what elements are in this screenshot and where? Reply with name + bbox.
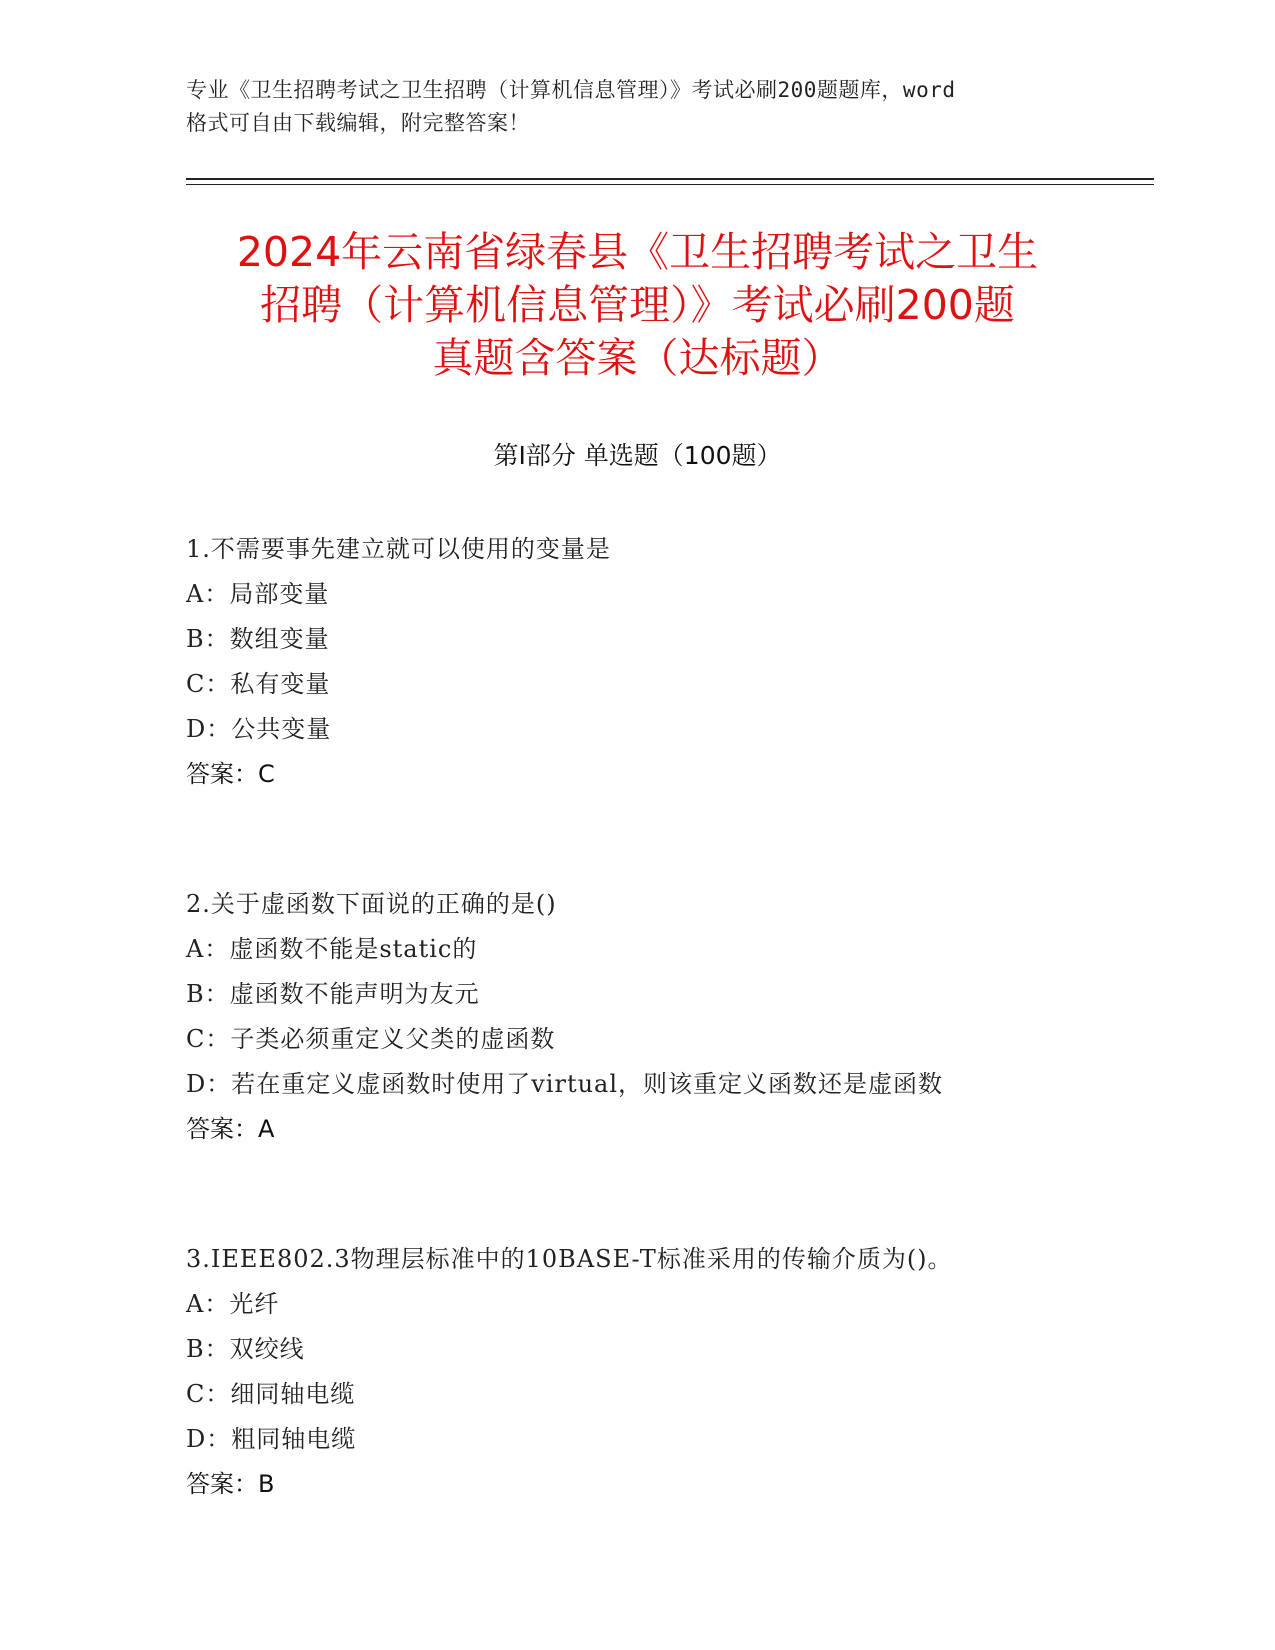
option-d: D：公共变量: [186, 715, 332, 743]
answer-key: 答案：C: [186, 760, 275, 788]
header-divider-thin: [186, 184, 1154, 185]
question-list: [186, 527, 1146, 1507]
option-b: B：虚函数不能声明为友元: [186, 980, 480, 1008]
question-item: [186, 1237, 1146, 1507]
option-a: A：光纤: [186, 1290, 280, 1318]
question-spacer: [186, 1152, 1146, 1237]
answer-key: 答案：A: [186, 1115, 275, 1143]
question-stem: 3.IEEE802.3物理层标准中的10BASE-T标准采用的传输介质为()。: [186, 1245, 953, 1273]
option-c: C：细同轴电缆: [186, 1380, 356, 1408]
question-stem: 1.不需要事先建立就可以使用的变量是: [186, 535, 611, 563]
option-d: D：粗同轴电缆: [186, 1425, 357, 1453]
option-c: C：私有变量: [186, 670, 331, 698]
option-a: A：虚函数不能是static的: [186, 935, 478, 963]
document-title-line-3: 真题含答案（达标题）: [432, 334, 843, 382]
question-spacer: [186, 797, 1146, 882]
header-divider-thick: [186, 178, 1154, 180]
header-note-line-1: 专业《卫生招聘考试之卫生招聘（计算机信息管理）》考试必刷200题题库，word: [186, 78, 956, 102]
answer-key: 答案：B: [186, 1470, 275, 1498]
question-stem: 2.关于虚函数下面说的正确的是(): [186, 890, 557, 918]
document-title-line-2: 招聘（计算机信息管理）》考试必刷200题: [260, 281, 1015, 329]
header-note-line-2: 格式可自由下载编辑，附完整答案！: [186, 111, 530, 135]
section-title: 第Ⅰ部分 单选题（100题）: [493, 441, 782, 470]
question-item: [186, 527, 1146, 797]
option-c: C：子类必须重定义父类的虚函数: [186, 1025, 556, 1053]
option-b: B：数组变量: [186, 625, 330, 653]
document-title-line-1: 2024年云南省绿春县《卫生招聘考试之卫生: [236, 228, 1039, 276]
option-d: D：若在重定义虚函数时使用了virtual，则该重定义函数还是虚函数: [186, 1070, 944, 1098]
question-item: [186, 882, 1146, 1152]
document-title: [180, 226, 1095, 385]
option-a: A：局部变量: [186, 580, 330, 608]
header-note: [186, 74, 1086, 140]
option-b: B：双绞线: [186, 1335, 305, 1363]
